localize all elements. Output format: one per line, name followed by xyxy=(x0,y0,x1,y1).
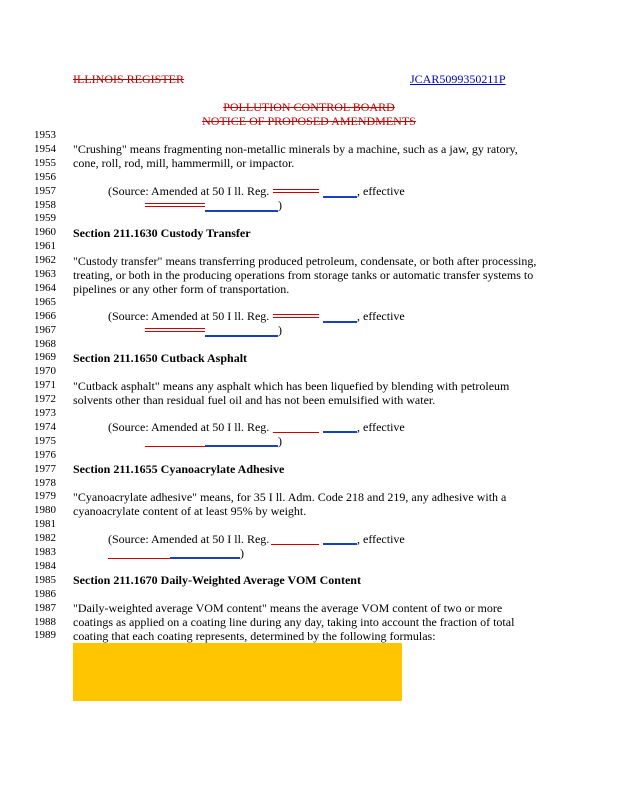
line-number: 1984 xyxy=(34,559,56,572)
inserted-blank xyxy=(205,210,278,212)
deleted-blank xyxy=(273,314,319,318)
line-number: 1979 xyxy=(34,490,56,503)
inserted-blank xyxy=(323,196,357,198)
deleted-blank xyxy=(271,544,319,545)
notice-title: NOTICE OF PROPOSED AMENDMENTS xyxy=(202,114,416,128)
jcar-code-link[interactable]: JCAR5099350211P xyxy=(410,72,506,86)
line-number: 1973 xyxy=(34,407,56,419)
deleted-blank xyxy=(108,558,170,559)
cyanoacrylate-definition-line: "Cyanoacrylate adhesive" means, for 35 I ll. Adm. Code 218 and 219, any adhesive with a xyxy=(73,490,507,504)
line-number: 1955 xyxy=(34,156,56,169)
line-number: 1967 xyxy=(34,323,56,336)
cutback-definition-line: solvents other than residual fuel oil and has not been emulsified with water. xyxy=(73,393,436,407)
line-number: 1977 xyxy=(34,462,56,475)
line-number: 1953 xyxy=(34,129,56,141)
line-number: 1961 xyxy=(34,240,56,253)
line-number: 1980 xyxy=(34,504,56,517)
line-number: 1981 xyxy=(34,518,56,531)
source-effective: , effective xyxy=(357,184,405,198)
line-number: 1962 xyxy=(34,254,56,267)
deleted-blank xyxy=(145,328,205,332)
line-number: 1966 xyxy=(34,309,56,322)
source-note: (Source: Amended at 50 I ll. Reg. xyxy=(108,420,270,434)
custody-definition-line: "Custody transfer" means transferring produced petroleum, condensate, or both after processing, xyxy=(73,254,537,268)
deleted-blank xyxy=(273,189,319,193)
line-number: 1989 xyxy=(34,629,56,642)
line-number: 1986 xyxy=(34,587,56,600)
register-title: ILLINOIS REGISTER xyxy=(73,72,184,86)
section-heading-1630: Section 211.1630 Custody Transfer xyxy=(73,226,251,240)
crushing-definition-line: "Crushing" means fragmenting non-metallic minerals by a machine, such as a jaw, gy ratory, xyxy=(73,142,518,156)
source-note: (Source: Amended at 50 I ll. Reg. xyxy=(108,184,270,198)
line-number: 1969 xyxy=(34,351,56,364)
line-number: 1965 xyxy=(34,295,56,308)
inserted-blank xyxy=(323,321,357,323)
source-note: (Source: Amended at 50 I ll. Reg. xyxy=(108,532,270,546)
source-note: (Source: Amended at 50 I ll. Reg. xyxy=(108,309,270,323)
daily-weighted-definition-line: coating that each coating represents, determined by the following formulas: xyxy=(73,629,436,643)
daily-weighted-definition-line: "Daily-weighted average VOM content" means the average VOM content of two or more xyxy=(73,601,503,615)
custody-definition-line: pipelines or any other form of transportation. xyxy=(73,282,290,296)
line-number: 1956 xyxy=(34,170,56,183)
line-number: 1970 xyxy=(34,365,56,378)
line-number: 1985 xyxy=(34,573,56,586)
section-heading-1650: Section 211.1650 Cutback Asphalt xyxy=(73,351,248,365)
line-number: 1971 xyxy=(34,379,56,392)
board-name: POLLUTION CONTROL BOARD xyxy=(223,100,395,114)
section-heading-1655: Section 211.1655 Cyanoacrylate Adhesive xyxy=(73,462,285,476)
line-number: 1972 xyxy=(34,393,56,406)
line-number: 1978 xyxy=(34,476,56,489)
cyanoacrylate-definition-line: cyanoacrylate content of at least 95% by weight. xyxy=(73,504,307,518)
section-heading-1670: Section 211.1670 Daily-Weighted Average VOM Content xyxy=(73,573,361,587)
inserted-blank xyxy=(205,445,278,447)
line-number: 1976 xyxy=(34,448,56,461)
line-number: 1987 xyxy=(34,601,56,614)
source-close: ) xyxy=(278,198,282,212)
line-number: 1988 xyxy=(34,615,56,628)
crushing-definition-line: cone, roll, rod, mill, hammermill, or impactor. xyxy=(73,156,295,170)
cutback-definition-line: "Cutback asphalt" means any asphalt which has been liquefied by blending with petroleum xyxy=(73,379,510,393)
line-number: 1957 xyxy=(34,184,56,197)
source-effective: , effective xyxy=(357,420,405,434)
line-number: 1975 xyxy=(34,434,56,447)
line-number: 1983 xyxy=(34,546,56,558)
line-number: 1959 xyxy=(34,212,56,225)
source-effective: , effective xyxy=(357,532,405,546)
line-number: 1968 xyxy=(34,337,56,350)
deleted-blank xyxy=(145,446,205,447)
daily-weighted-definition-line: coatings as applied on a coating line during any day, taking into account the fraction of total xyxy=(73,615,515,629)
line-number: 1974 xyxy=(34,420,56,433)
inserted-blank xyxy=(323,543,357,545)
highlighted-formula-block xyxy=(73,643,402,701)
line-number: 1982 xyxy=(34,532,56,545)
custody-definition-line: treating, or both in the producing operations from storage tanks or automatic transfer systems to xyxy=(73,268,534,282)
line-number: 1964 xyxy=(34,281,56,294)
deleted-blank xyxy=(145,203,205,207)
inserted-blank xyxy=(323,431,357,433)
source-close: ) xyxy=(240,546,244,560)
source-effective: , effective xyxy=(357,309,405,323)
inserted-blank xyxy=(205,335,278,337)
source-close: ) xyxy=(278,434,282,448)
line-number: 1954 xyxy=(34,142,56,155)
line-number: 1960 xyxy=(34,226,56,239)
line-number: 1963 xyxy=(34,268,56,280)
source-close: ) xyxy=(278,323,282,337)
line-number: 1958 xyxy=(34,198,56,211)
deleted-blank xyxy=(273,432,319,433)
inserted-blank xyxy=(170,557,240,559)
